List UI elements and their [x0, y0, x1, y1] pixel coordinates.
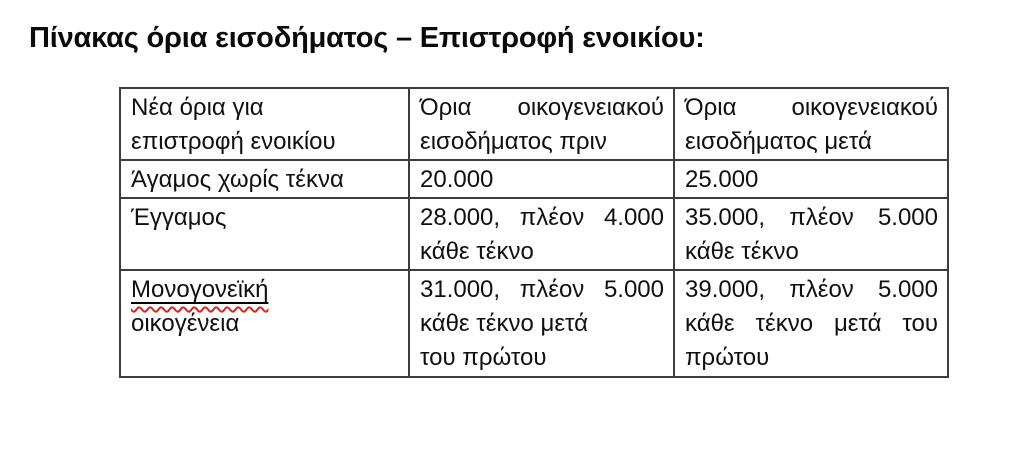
header-line: επιστροφή ενοικίου	[131, 128, 336, 155]
header-cell-limits-before	[409, 88, 674, 160]
table-row	[120, 270, 948, 377]
cell-line: κάθε τέκνο μετά	[420, 310, 589, 337]
cell-line: 20.000	[420, 166, 494, 193]
misspelled-word: Μονογονεϊκή	[131, 276, 269, 303]
cell-limit-after	[674, 270, 948, 377]
header-line: εισοδήματος πριν	[420, 128, 607, 155]
cell-limit-after	[674, 198, 948, 270]
cell-line: Άγαμος χωρίς τέκνα	[131, 166, 344, 193]
cell-category	[120, 198, 409, 270]
table-row	[120, 160, 948, 198]
cell-line: κάθε τέκνο μετά του	[685, 310, 938, 337]
underlined-word	[131, 276, 268, 303]
cell-line: 39.000, πλέον 5.000	[685, 276, 938, 303]
cell-limit-before	[409, 160, 674, 198]
cell-category	[120, 270, 409, 377]
cell-limit-before	[409, 198, 674, 270]
cell-line: οικογένεια	[131, 310, 240, 337]
cell-line: 31.000, πλέον 5.000	[420, 276, 664, 303]
table-header-row	[120, 88, 948, 160]
cell-line: πρώτου	[685, 344, 770, 371]
income-limits-table	[119, 87, 949, 378]
cell-category	[120, 160, 409, 198]
cell-line: 35.000, πλέον 5.000	[685, 204, 938, 231]
page-title: Πίνακας όρια εισοδήματος – Επιστροφή ενοικίου:	[29, 22, 705, 54]
cell-line: 25.000	[685, 166, 759, 193]
header-cell-limits-after	[674, 88, 948, 160]
header-line: Όρια οικογενειακού	[685, 94, 938, 121]
cell-line	[131, 273, 399, 307]
header-line: εισοδήματος μετά	[685, 128, 872, 155]
cell-line: του πρώτου	[420, 344, 547, 371]
cell-line: 28.000, πλέον 4.000	[420, 204, 664, 231]
cell-limit-after	[674, 160, 948, 198]
cell-line: Έγγαμος	[131, 204, 227, 231]
cell-line: κάθε τέκνο	[685, 238, 799, 265]
header-line: Όρια οικογενειακού	[420, 94, 664, 121]
table-row	[120, 198, 948, 270]
header-line: Νέα όρια για	[131, 94, 264, 121]
header-cell-category	[120, 88, 409, 160]
cell-line: κάθε τέκνο	[420, 238, 534, 265]
cell-limit-before	[409, 270, 674, 377]
